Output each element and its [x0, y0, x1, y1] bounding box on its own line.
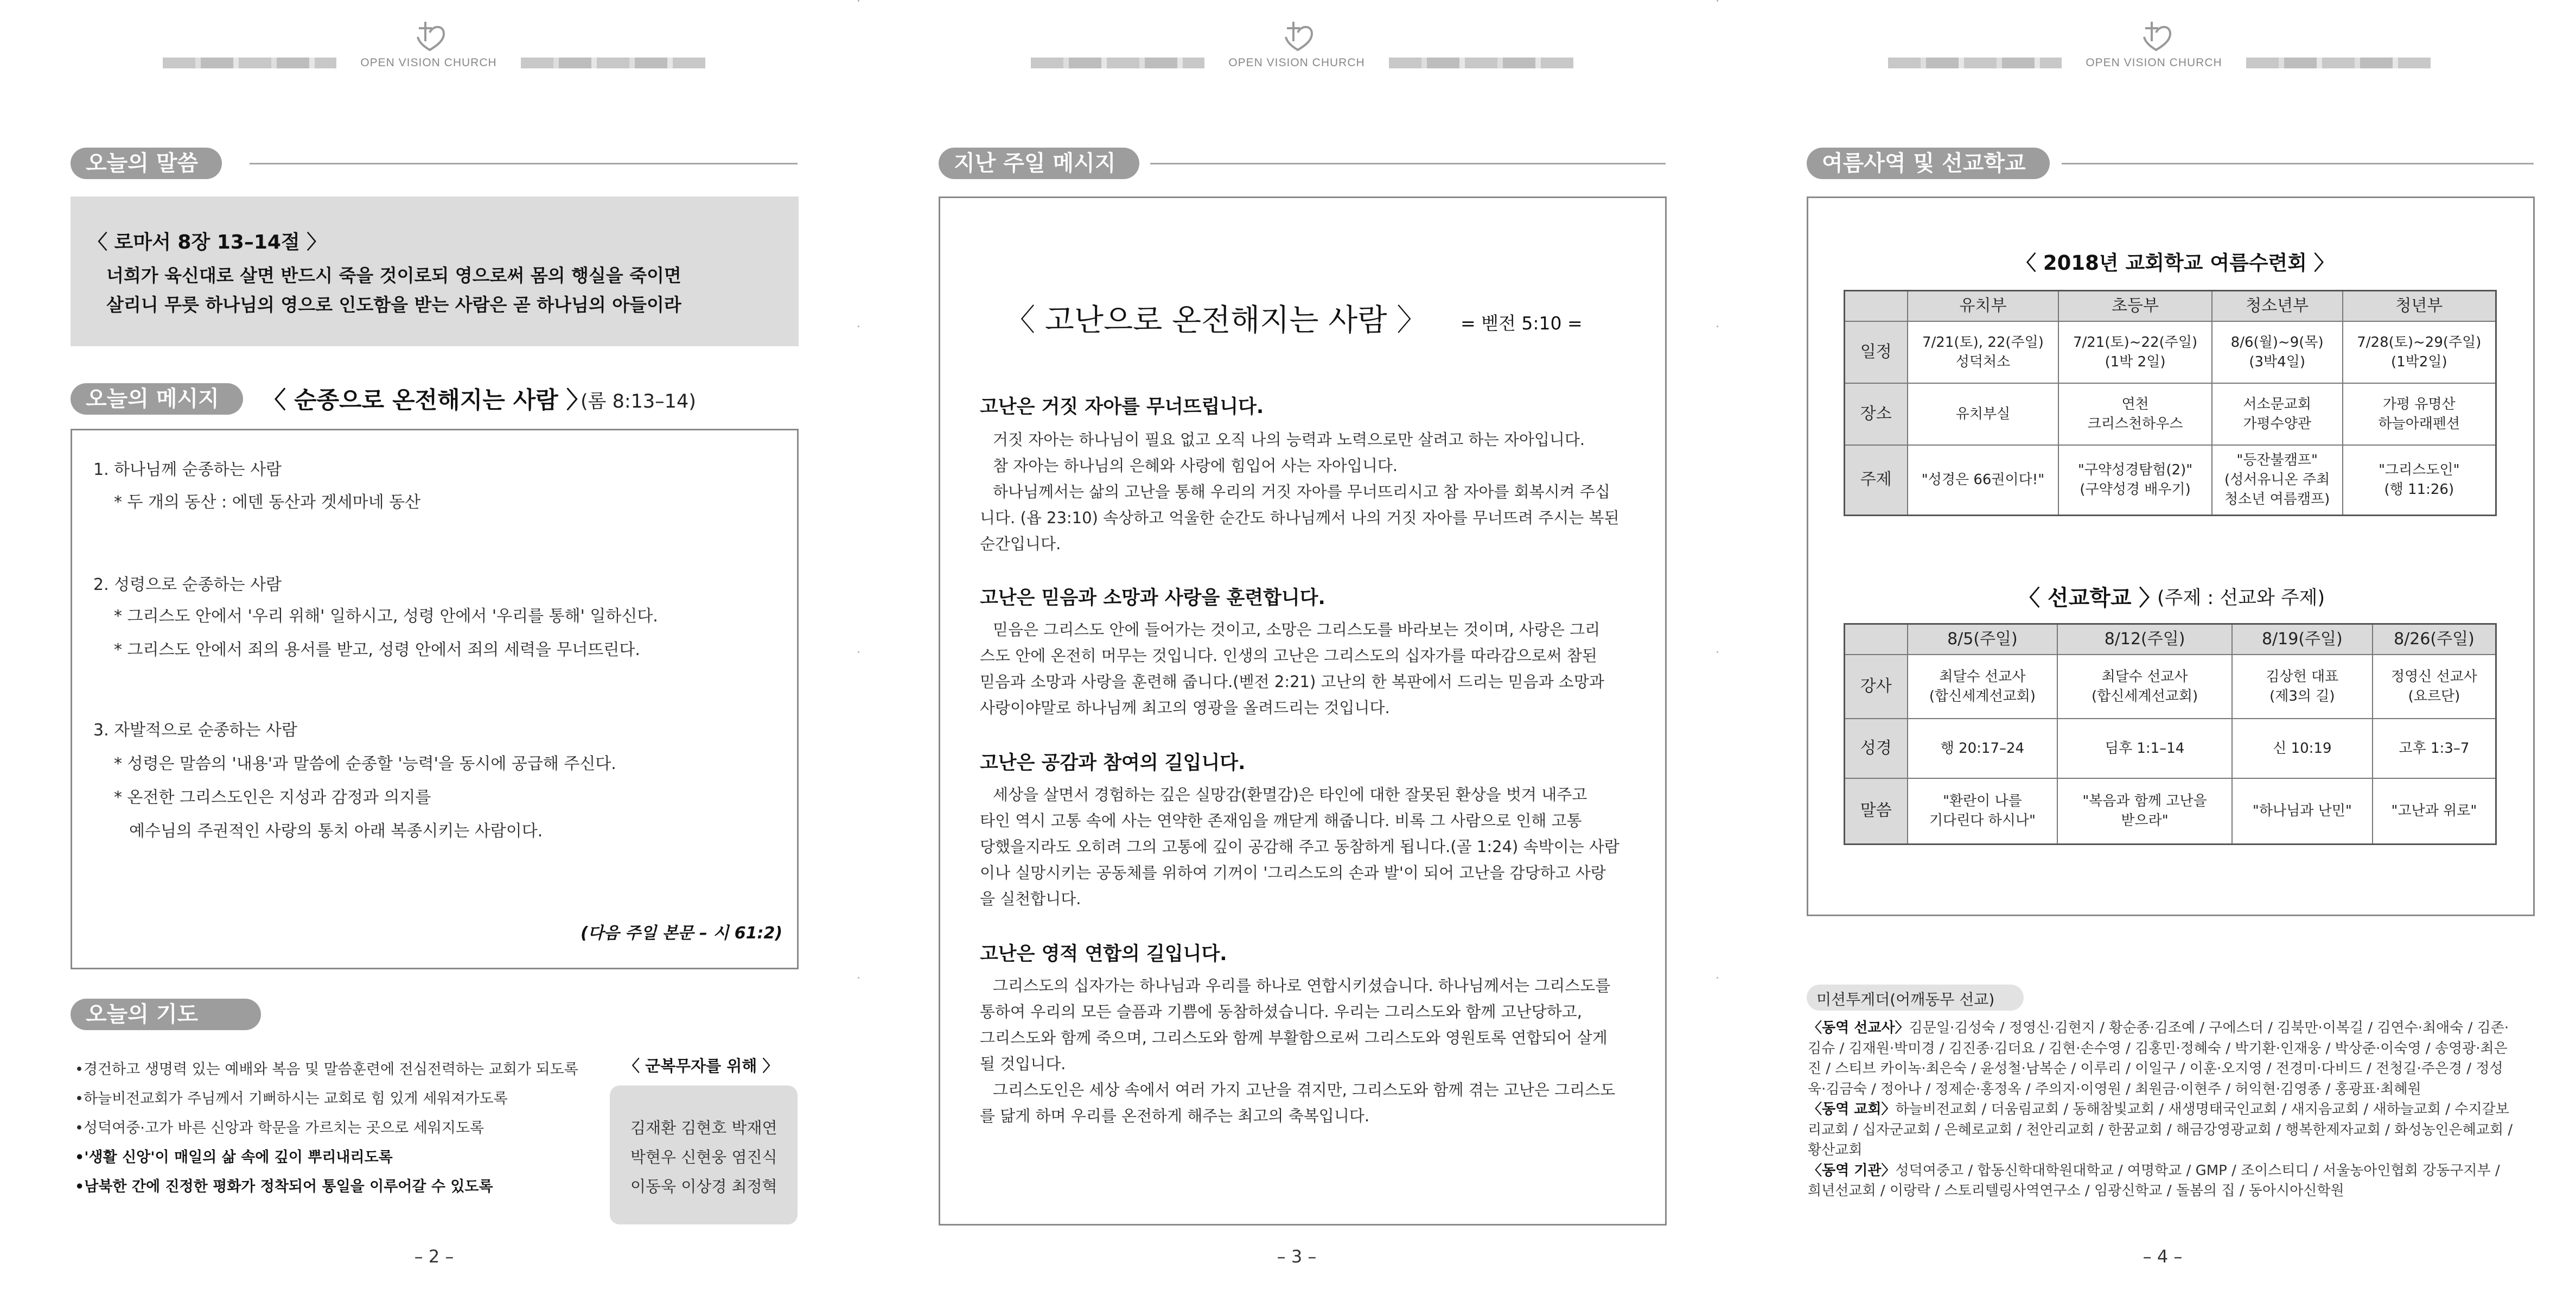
outline-subpoint: * 그리스도 안에서 죄의 용서를 받고, 성령 안에서 죄의 세력을 무너뜨린다.	[114, 640, 640, 659]
table-header-cell: 8/12(주일)	[2057, 624, 2232, 655]
message-line: 믿음은 그리스도 안에 들어가는 것이고, 소망은 그리스도를 바라보는 것이며, 사랑은 그리	[993, 620, 1601, 639]
message-line: 이나 실망시키는 공동체를 위하여 기꺼이 '그리스도의 손과 발'이 되어 고난을 감당하고 사랑	[980, 864, 1606, 882]
section-title: 지난 주일 메시지	[939, 148, 1139, 179]
message-heading: 고난은 영적 연합의 길입니다.	[980, 943, 1227, 965]
message-heading: 고난은 거짓 자아를 무너뜨립니다.	[980, 396, 1264, 418]
message-heading: 고난은 공감과 참여의 길입니다.	[980, 752, 1246, 774]
church-logo-icon	[2138, 16, 2176, 52]
military-names: 박현우 신현웅 염진식	[630, 1148, 777, 1166]
table-cell: 연천 크리스천하우스	[2058, 383, 2211, 445]
page-number: – 3 –	[1277, 1246, 1317, 1267]
partner-group: 〈동역 선교사〉김문일·김성숙 / 정영신·김현지 / 황순종·김조예 / 구에스더 / 김북만·이복길 / 김연수·최애숙 / 김존·김슈 / 김재원·박미경 / 김진종·김더요 / 김현·손수영 / 김홍민·정혜숙 / 박기환·인재웅 / 박상준·이숙영 / 송영광·최은진 / 스티브 카이녹·최은숙 / 윤성철·남복순 / 이루리 / 이일구 / 이훈·오지영 / 전경미·다비드 / 전청길·주은경 / 정성욱·김금숙 / 정아나 / 정제순·홍정옥 / 주의지·이영원 / 최원금·이현주 / 허익현·김영종 / 홍광표·최혜원	[1808, 1020, 2509, 1097]
message-line: 스도 안에 온전히 머무는 것입니다. 인생의 고난은 그리스도의 십자가를 따라감으로써 참된	[980, 646, 1597, 665]
message-line: 을 실천합니다.	[980, 890, 1081, 908]
table-row	[1845, 778, 2496, 845]
outline-subpoint: * 두 개의 동산 : 에덴 동산과 겟세마네 동산	[114, 493, 421, 512]
message-line: 를 닮게 하며 우리를 온전하게 해주는 최고의 축복입니다.	[980, 1107, 1370, 1125]
outline-point: 1. 하나님께 순종하는 사람	[93, 460, 282, 479]
table-cell: "고난과 위로"	[2373, 778, 2496, 845]
table-cell: "하나님과 난민"	[2232, 778, 2373, 845]
partner-group: 〈동역 기관〉성덕여중고 / 합동신학대학원대학교 / 여명학교 / GMP / 조이스티디 / 서울농아인협회 강동구지부 / 희년선교회 / 이랑락 / 스토리텔링사역연구소 / 임광신학교 / 돌봄의 집 / 동아시아신학원	[1808, 1162, 2500, 1199]
section-title: 오늘의 말씀	[71, 148, 222, 179]
prayer-item: •하늘비전교회가 주님께서 기뻐하시는 교회로 힘 있게 세워져가도록	[75, 1090, 508, 1107]
table-cell: "복음과 함께 고난을 받으라"	[2057, 778, 2232, 845]
message-line: 그리스도인은 세상 속에서 여러 가지 고난을 겪지만, 그리스도와 함께 겪는 고난은 그리스도	[993, 1081, 1616, 1099]
table-header-cell: 유치부	[1908, 291, 2059, 321]
table-header-cell: 초등부	[2058, 291, 2211, 321]
scripture-line: 살리니 무릇 하나님의 영으로 인도함을 받는 사람은 곧 하나님의 아들이라	[106, 294, 681, 315]
row-label: 주제	[1845, 445, 1908, 516]
prayer-item: •경건하고 생명력 있는 예배와 복음 및 말씀훈련에 전심전력하는 교회가 되도록	[75, 1061, 578, 1078]
military-names: 김재환 김현호 박재연	[630, 1119, 777, 1137]
scripture-ref: 〈 로마서 8장 13–14절 〉	[88, 231, 327, 253]
table-row	[1845, 719, 2496, 778]
message-line: 그리스도의 십자가는 하나님과 우리를 하나로 연합시키셨습니다. 하나님께서는 그리스도를	[993, 976, 1611, 995]
section-title: 오늘의 기도	[71, 999, 261, 1030]
mission-school-title: 〈 선교학교 〉	[2018, 586, 2161, 611]
table-cell: 신 10:19	[2232, 719, 2373, 778]
message-heading: 고난은 믿음과 소망과 사랑을 훈련합니다.	[980, 587, 1325, 609]
section-todays-word	[71, 148, 798, 179]
table-header-cell: 8/19(주일)	[2232, 624, 2373, 655]
mission-together-title: 미션투게더(어깨동무 선교)	[1816, 991, 1995, 1008]
partner-group: 〈동역 교회〉하늘비전교회 / 더움림교회 / 동해참빛교회 / 새생명태국인교회 / 새지음교회 / 새하늘교회 / 수지갈보리교회 / 십자군교회 / 은혜로교회 / 천안리교회 / 한꿈교회 / 해금강영광교회 / 행복한제자교회 / 화성농인은혜교회 / 황산교회	[1808, 1101, 2513, 1158]
church-logo-icon	[1279, 16, 1317, 52]
section-todays-message	[71, 383, 260, 415]
table-row	[1845, 321, 2496, 383]
message-line: 거짓 자아는 하나님이 필요 없고 오직 나의 능력과 노력으로만 살려고 하는 자아입니다.	[993, 430, 1585, 449]
message-line: 믿음과 소망과 사랑을 훈련해 줍니다.(벧전 2:21) 고난의 한 복판에서 드리는 믿음과 소망과	[980, 672, 1604, 691]
table-cell: 최달수 선교사 (합신세계선교회)	[1908, 655, 2058, 719]
outline-point: 2. 성령으로 순종하는 사람	[93, 575, 282, 594]
table-cell: 7/21(토), 22(주일) 성덕처소	[1908, 321, 2059, 383]
prayer-item: •남북한 간에 진정한 평화가 정착되어 통일을 이루어갈 수 있도록	[75, 1178, 493, 1195]
table-cell: 행 20:17–24	[1908, 719, 2058, 778]
table-header-cell: 8/26(주일)	[2373, 624, 2496, 655]
table-cell: 8/6(월)~9(목) (3박4일)	[2212, 321, 2343, 383]
military-names: 이동욱 이상경 최정혁	[630, 1177, 777, 1196]
message-line: 니다. (욥 23:10) 속상하고 억울한 순간도 하나님께서 나의 거짓 자아를 무너뜨려 주시는 복된	[980, 509, 1619, 527]
outline-subpoint: * 온전한 그리스도인은 지성과 감정과 의지를	[114, 788, 431, 807]
table-header-cell: 8/5(주일)	[1908, 624, 2058, 655]
retreat-title: 〈 2018년 교회학교 여름수련회 〉	[2016, 251, 2334, 275]
mission-together-header	[1807, 985, 2534, 1011]
table-cell: "구약성경탐험(2)" (구약성경 배우기)	[2058, 445, 2211, 516]
message-line: 그리스도와 함께 죽으며, 그리스도와 함께 부활함으로써 그리스도와 영원토록 연합되어 살게	[980, 1029, 1608, 1047]
table-cell: 유치부실	[1908, 383, 2059, 445]
church-name: OPEN VISION CHURCH	[360, 56, 497, 69]
fold-mark-right	[1717, 0, 1718, 1295]
table-row	[1845, 445, 2496, 516]
message-line: 참 자아는 하나님의 은혜와 사랑에 힘입어 사는 자아입니다.	[993, 456, 1398, 475]
table-cell: "성경은 66권이다!"	[1908, 445, 2059, 516]
table-cell: 가평 유명산 하늘아래펜션	[2343, 383, 2496, 445]
message-line: 세상을 살면서 경험하는 깊은 실망감(환멸감)은 타인에 대한 잘못된 환상을 벗겨 내주고	[993, 785, 1587, 804]
message-line: 당했을지라도 오히려 그의 고통에 깊이 공감해 주고 동참하게 됩니다.(골 1:24) 속박이는 사람	[980, 837, 1619, 856]
section-last-week-message	[939, 148, 1666, 179]
church-name: OPEN VISION CHURCH	[1228, 56, 1365, 69]
section-title: 여름사역 및 선교학교	[1807, 148, 2050, 179]
prayer-item: •'생활 신앙'이 매일의 삶 속에 깊이 뿌리내리도록	[75, 1149, 393, 1166]
table-cell: 최달수 선교사 (합신세계선교회)	[2057, 655, 2232, 719]
table-cell: 서소문교회 가평수양관	[2212, 383, 2343, 445]
message-ref: (롬 8:13–14)	[581, 391, 696, 412]
row-label: 장소	[1845, 383, 1908, 445]
message-title: 〈 순종으로 온전해지는 사람 〉	[263, 387, 590, 414]
table-header-cell: 청소년부	[2212, 291, 2343, 321]
section-title: 오늘의 메시지	[71, 383, 243, 415]
retreat-table	[1844, 290, 2497, 516]
mission-school-table	[1844, 623, 2497, 845]
table-cell: 정영신 선교사 (요르단)	[2373, 655, 2496, 719]
row-label: 성경	[1845, 719, 1908, 778]
row-label: 일정	[1845, 321, 1908, 383]
outline-continuation: 예수님의 주권적인 사랑의 통치 아래 복종시키는 사람이다.	[129, 822, 543, 841]
table-header-row	[1845, 291, 2496, 321]
message-line: 순간입니다.	[980, 535, 1061, 553]
table-row	[1845, 655, 2496, 719]
prayer-item: •성덕여중·고가 바른 신앙과 학문을 가르치는 곳으로 세워지도록	[75, 1120, 484, 1137]
outline-subpoint: * 그리스도 안에서 '우리 위해' 일하시고, 성령 안에서 '우리를 통해' 일하신다.	[114, 607, 658, 626]
section-summer-ministry	[1807, 148, 2534, 179]
mission-partners	[1808, 1018, 2513, 1202]
message-line: 될 것입니다.	[980, 1055, 1066, 1073]
table-header-row	[1845, 624, 2496, 655]
next-week-text: (다음 주일 본문 – 시 61:2)	[581, 924, 783, 943]
message-line: 하나님께서는 삶의 고난을 통해 우리의 거짓 자아를 무너뜨리시고 참 자아를 회복시켜 주십	[993, 483, 1610, 501]
message-line: 통하여 우리의 모든 슬픔과 기쁨에 동참하셨습니다. 우리는 그리스도와 함께 고난당하고,	[980, 1002, 1582, 1021]
church-name: OPEN VISION CHURCH	[2086, 56, 2222, 69]
outline-subpoint: * 성령은 말씀의 '내용'과 말씀에 순종할 '능력'을 동시에 공급해 주신다.	[114, 754, 616, 773]
church-logo-icon	[411, 16, 449, 52]
scripture-line: 너희가 육신대로 살면 반드시 죽을 것이로되 영으로써 몸의 행실을 죽이면	[106, 265, 681, 286]
table-cell: 고후 1:3–7	[2373, 719, 2496, 778]
table-cell: 7/21(토)~22(주일) (1박 2일)	[2058, 321, 2211, 383]
outline-point: 3. 자발적으로 순종하는 사람	[93, 721, 298, 740]
table-row	[1845, 383, 2496, 445]
table-cell: "환란이 나를 기다린다 하시나"	[1908, 778, 2058, 845]
last-message-ref: = 벧전 5:10 =	[1461, 313, 1583, 334]
mission-school-theme: (주제 : 선교와 주제)	[2157, 587, 2325, 609]
row-label: 말씀	[1845, 778, 1908, 845]
message-line: 타인 역시 고통 속에 사는 연약한 존재임을 깨닫게 해줍니다. 비록 그 사람으로 인해 고통	[980, 811, 1582, 830]
table-cell: "그리스도인" (행 11:26)	[2343, 445, 2496, 516]
military-title: 〈 군복무자를 위해 〉	[624, 1057, 779, 1075]
table-cell: 7/28(토)~29(주일) (1박2일)	[2343, 321, 2496, 383]
table-cell: 김상헌 대표 (제3의 길)	[2232, 655, 2373, 719]
table-cell: 딤후 1:1–14	[2057, 719, 2232, 778]
message-line: 사랑이야말로 하나님께 최고의 영광을 올려드리는 것입니다.	[980, 699, 1390, 717]
row-label: 강사	[1845, 655, 1908, 719]
page-number: – 4 –	[2143, 1246, 2183, 1267]
page-number: – 2 –	[414, 1246, 454, 1267]
table-cell: "등잔불캠프" (성서유니온 주최 청소년 여름캠프)	[2212, 445, 2343, 516]
section-todays-prayer	[71, 999, 798, 1030]
last-message-title: 〈 고난으로 온전해지는 사람 〉	[1005, 303, 1427, 338]
table-header-cell: 청년부	[2343, 291, 2496, 321]
